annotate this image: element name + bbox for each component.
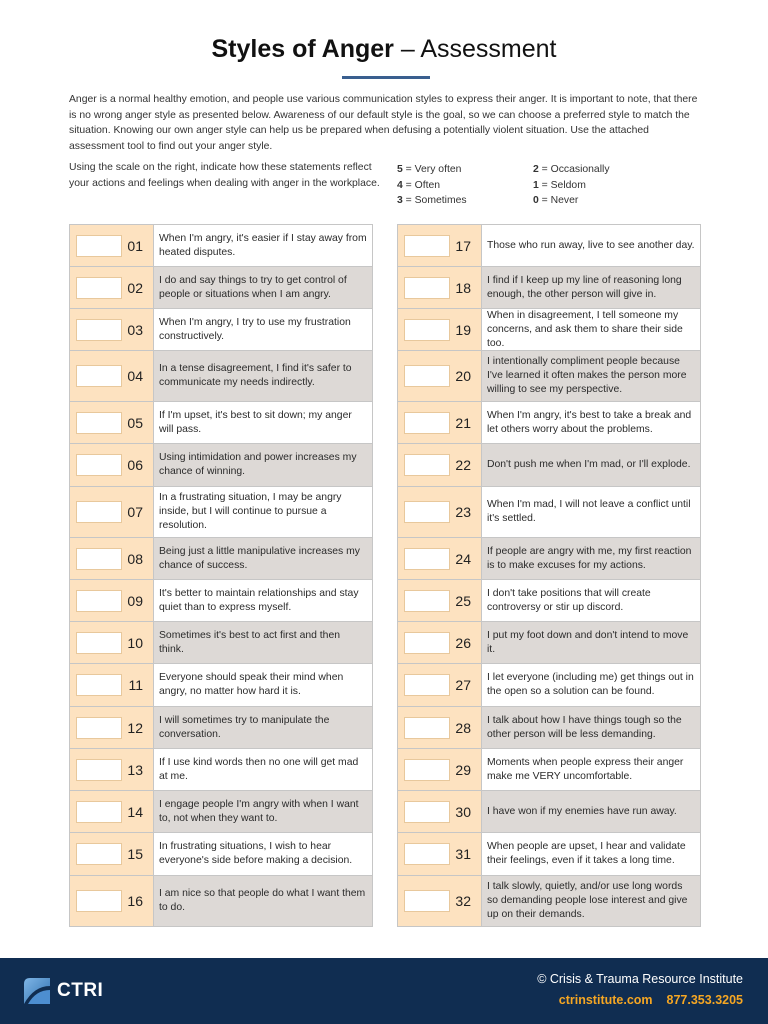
instructions: Using the scale on the right, indicate how these statements reflect your actions and feelings when dealing with anger in the workplace. [69,162,380,189]
assessment-row [69,444,373,487]
assessment-column-left [69,224,373,927]
answer-input[interactable] [76,454,122,476]
assessment-row [397,749,701,791]
item-number-cell [397,833,482,875]
scale-item: 5 = Very often [397,164,462,175]
item-number: 14 [127,803,143,820]
assessment-row [397,664,701,707]
assessment-row [397,402,701,444]
item-statement [154,444,373,486]
item-number: 03 [127,321,143,338]
item-statement [482,309,701,350]
assessment-row [69,791,373,833]
item-statement-text: It's better to maintain relationships and stay quiet than to express myself. [159,587,359,613]
answer-input[interactable] [404,319,450,341]
item-statement-text: When I'm angry, it's best to take a break and let others worry about the problems. [487,409,692,435]
answer-input[interactable] [404,590,450,612]
item-number: 26 [455,634,471,651]
item-statement [154,351,373,401]
item-statement [482,707,701,748]
item-number-cell [397,538,482,579]
assessment-row [69,267,373,309]
item-number: 23 [455,504,471,520]
item-number-cell [69,622,154,663]
answer-input[interactable] [404,501,450,523]
item-statement-text: I will sometimes try to manipulate the conversation. [159,714,330,740]
item-statement [154,580,373,621]
item-number-cell [69,707,154,748]
answer-input[interactable] [404,632,450,654]
item-statement-text: Moments when people express their anger make me VERY uncomfortable. [487,756,684,782]
item-number: 02 [127,279,143,296]
item-number-cell [397,791,482,832]
answer-input[interactable] [76,548,122,570]
assessment-row [69,622,373,664]
item-statement-text: I have won if my enemies have run away. [487,805,677,817]
scale-item: 2 = Occasionally [533,164,610,175]
item-number-cell [397,444,482,486]
assessment-row [397,538,701,580]
item-number: 28 [455,719,471,736]
assessment-row [397,876,701,927]
ctri-logo-icon [24,978,50,1004]
item-statement [154,664,373,706]
item-number-cell [69,444,154,486]
item-statement [482,267,701,308]
item-statement-text: I don't take positions that will create controversy or stir up discord. [487,587,651,613]
item-number: 17 [455,237,471,254]
item-number-cell [69,664,154,706]
item-number: 10 [127,634,143,651]
item-statement-text: When I'm angry, it's easier if I stay away from heated disputes. [159,232,367,258]
assessment-row [69,224,373,267]
item-statement-text: Sometimes it's best to act first and then think. [159,629,341,655]
assessment-row [69,749,373,791]
item-statement [154,267,373,308]
item-statement-text: When in disagreement, I tell someone my concerns, and ask them to share their side too. [487,309,683,349]
item-statement [482,225,701,266]
item-number-cell [69,351,154,401]
scale-legend-left [397,162,467,209]
answer-input[interactable] [404,759,450,781]
item-statement [154,749,373,790]
item-number: 15 [127,846,143,862]
item-number: 19 [455,321,471,338]
item-number: 24 [455,550,471,567]
page-title [0,34,768,64]
item-number: 06 [127,457,143,473]
item-statement-text: I talk about how I have things tough so the other person will be less demanding. [487,714,682,740]
item-statement-text: I find if I keep up my line of reasoning long enough, the other person will give in. [487,274,682,300]
item-number: 32 [455,893,471,909]
answer-input[interactable] [404,717,450,739]
scale-item: 3 = Sometimes [397,195,467,206]
item-number-cell [69,580,154,621]
item-statement [482,538,701,579]
item-statement-text: I am nice so that people do what I want them to do. [159,888,366,913]
item-statement [154,402,373,443]
assessment-row [69,876,373,927]
website-link[interactable]: ctrinstitute.com [558,993,653,1007]
item-number-cell [69,309,154,350]
assessment-row [69,402,373,444]
title-sub: – Assessment [400,35,557,63]
item-number: 08 [127,550,143,567]
item-number-cell [69,225,154,266]
item-number-cell [397,309,482,350]
item-statement-text: When I'm mad, I will not leave a conflict until it's settled. [487,499,691,524]
item-number-cell [69,876,154,926]
assessment-row [69,833,373,876]
item-statement [482,791,701,832]
item-number-cell [397,707,482,748]
item-number-cell [397,749,482,790]
footer-contact [559,993,743,1007]
answer-input[interactable] [76,235,122,257]
item-number: 22 [455,457,471,473]
item-statement-text: When I'm angry, I try to use my frustration constructively. [159,316,351,342]
item-statement [154,487,373,537]
title-main: Styles of Anger [211,35,394,63]
item-statement-text: If I'm upset, it's best to sit down; my anger will pass. [159,409,352,435]
assessment-row [69,580,373,622]
assessment-row [397,309,701,351]
item-number-cell [69,791,154,832]
item-statement-text: Being just a little manipulative increases my chance of success. [159,545,360,571]
item-statement-text: I put my foot down and don't intend to move it. [487,629,689,655]
item-number-cell [397,402,482,443]
answer-input[interactable] [76,759,122,781]
answer-input[interactable] [76,717,122,739]
scale-item: 4 = Often [397,179,441,191]
item-statement [154,309,373,350]
item-statement [154,876,373,926]
item-statement-text: I talk slowly, quietly, and/or use long words so demanding people lose interest and give up on their demands. [487,881,688,920]
scale-item: 0 = Never [533,195,579,206]
item-statement [154,622,373,663]
answer-input[interactable] [404,277,450,299]
answer-input[interactable] [404,412,450,434]
assessment-row [397,622,701,664]
item-statement-text: Don't push me when I'm mad, or I'll explode. [487,459,691,470]
item-number-cell [397,487,482,537]
item-statement [482,833,701,875]
item-statement-text: In a tense disagreement, I find it's safer to communicate my needs indirectly. [159,363,352,388]
item-statement-text: If people are angry with me, my first reaction is to make excuses for my actions. [487,545,692,571]
item-number-cell [397,876,482,926]
title-underline [342,76,430,79]
item-number: 25 [455,592,471,609]
intro-paragraph: Anger is a normal healthy emotion, and people use various communication styles to express their anger. It is important to note, that there is no wrong anger style as presented below. Awareness of our default style is the goal, so we can choose a preferred style to match the situation. Knowing our own anger style can help us be prepared when defusing a potentially violent situation. Use the attached assessment tool to find out your anger style. [69,94,698,152]
item-number: 27 [455,677,471,693]
assessment-row [397,791,701,833]
item-statement-text: I engage people I'm angry with when I want to, not when they want to. [159,798,359,824]
assessment-row [69,664,373,707]
item-number: 12 [127,719,143,736]
item-number: 01 [127,237,143,254]
answer-input[interactable] [76,890,122,912]
answer-input[interactable] [76,632,122,654]
assessment-row [69,309,373,351]
item-statement [154,833,373,875]
answer-input[interactable] [404,365,450,387]
item-number: 09 [127,592,143,609]
item-number: 11 [128,677,143,693]
item-statement-text: In frustrating situations, I wish to hear everyone's side before making a decision. [159,841,353,866]
answer-input[interactable] [76,501,122,523]
answer-input[interactable] [76,412,122,434]
item-statement [482,622,701,663]
item-number: 13 [127,761,143,778]
assessment-column-right [397,224,701,927]
item-number-cell [69,487,154,537]
item-number-cell [69,749,154,790]
assessment-row [397,444,701,487]
item-statement [482,444,701,486]
item-statement [482,402,701,443]
assessment-row [397,707,701,749]
answer-input[interactable] [76,801,122,823]
item-number: 04 [127,368,143,384]
item-number: 21 [455,414,471,431]
scale-item: 1 = Seldom [533,179,586,191]
answer-input[interactable] [404,843,450,865]
logo-wordmark: CTRI [57,980,104,1001]
item-statement-text: If I use kind words then no one will get mad at me. [159,756,359,782]
item-number-cell [397,351,482,401]
answer-input[interactable] [76,843,122,865]
item-number: 30 [455,803,471,820]
item-statement [482,876,701,926]
assessment-row [397,224,701,267]
item-number: 16 [127,893,143,909]
phone-number[interactable]: 877.353.3205 [666,993,743,1007]
answer-input[interactable] [76,590,122,612]
assessment-row [397,487,701,538]
item-number-cell [69,267,154,308]
answer-input[interactable] [76,319,122,341]
item-statement-text: Those who run away, live to see another day. [487,239,695,251]
item-statement-text: In a frustrating situation, I may be angry inside, but I will continue to pursue a resolution. [159,492,342,531]
answer-input[interactable] [404,235,450,257]
item-statement [482,487,701,537]
answer-input[interactable] [76,277,122,299]
assessment-row [69,707,373,749]
item-statement [154,791,373,832]
item-statement [482,351,701,401]
item-statement [482,580,701,621]
assessment-row [397,267,701,309]
assessment-row [69,351,373,402]
item-number-cell [397,580,482,621]
answer-input[interactable] [76,365,122,387]
item-number: 07 [127,504,143,520]
item-number-cell [69,833,154,875]
item-statement-text: Using intimidation and power increases my chance of winning. [159,452,357,477]
answer-input[interactable] [404,454,450,476]
assessment-row [397,351,701,402]
item-number-cell [69,538,154,579]
answer-input[interactable] [404,548,450,570]
assessment-row [69,487,373,538]
footer [0,958,768,1024]
item-number: 31 [455,846,471,862]
answer-input[interactable] [76,674,122,696]
item-number: 29 [455,761,471,778]
item-number: 20 [455,368,471,384]
scale-legend-right [533,162,610,209]
item-number-cell [397,622,482,663]
item-number-cell [69,402,154,443]
item-number: 05 [127,414,143,431]
item-number-cell [397,267,482,308]
item-statement [154,538,373,579]
assessment-row [69,538,373,580]
item-number-cell [397,225,482,266]
assessment-row [397,833,701,876]
item-statement [154,707,373,748]
item-statement [482,664,701,706]
answer-input[interactable] [404,801,450,823]
assessment-grid [69,224,701,927]
answer-input[interactable] [404,674,450,696]
item-statement-text: I let everyone (including me) get things out in the open so a solution can be found. [487,672,694,697]
answer-input[interactable] [404,890,450,912]
item-statement-text: I do and say things to try to get control of people or situations when I am angry. [159,274,347,300]
item-number-cell [397,664,482,706]
item-statement-text: Everyone should speak their mind when angry, no matter how hard it is. [159,672,344,697]
item-statement-text: When people are upset, I hear and validate their feelings, even if it takes a long time. [487,841,686,866]
item-statement [154,225,373,266]
assessment-row [397,580,701,622]
item-statement [482,749,701,790]
item-number: 18 [455,279,471,296]
footer-organization: © Crisis & Trauma Resource Institute [537,972,743,986]
item-statement-text: I intentionally compliment people because I've learned it often makes the person more willing to see my perspective. [487,356,687,395]
